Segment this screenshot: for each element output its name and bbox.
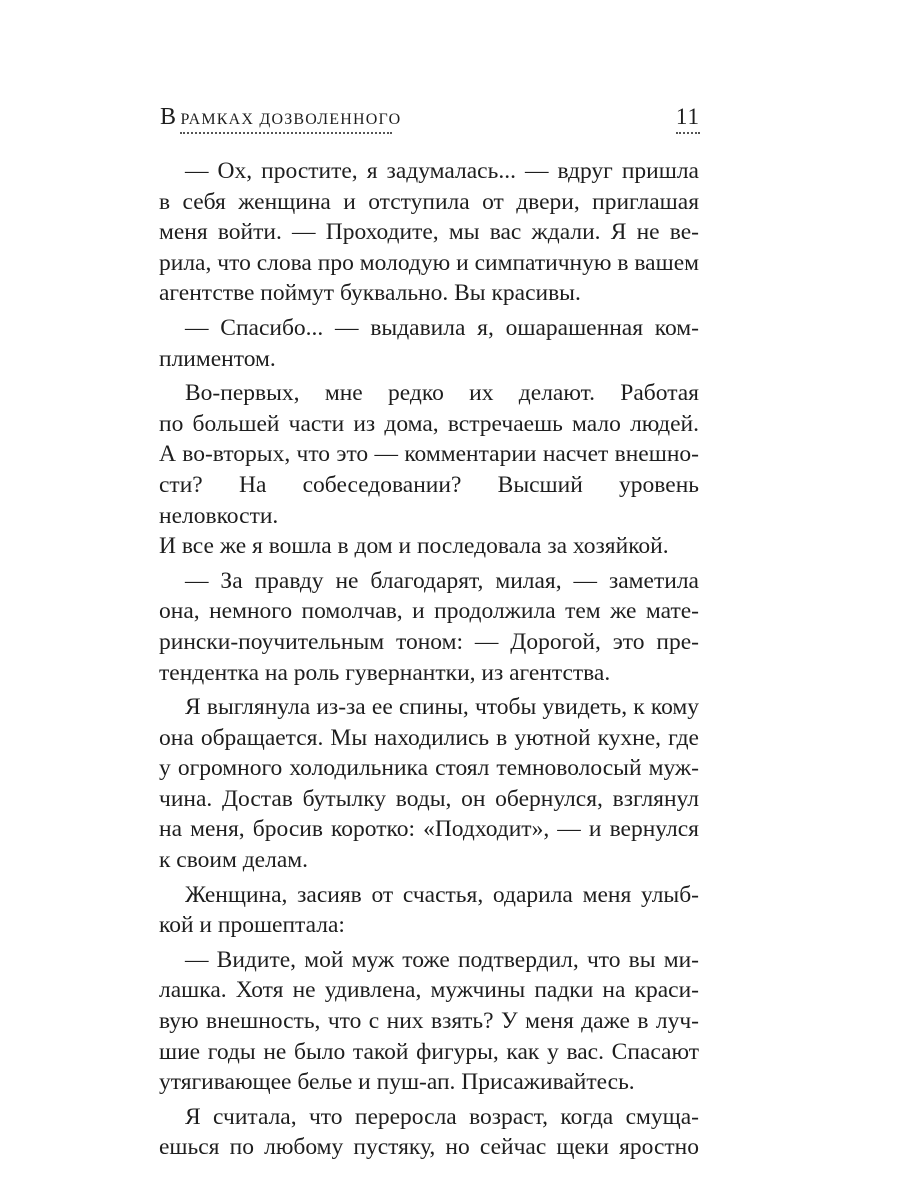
- page-number: 11: [675, 104, 700, 129]
- text-line: А во-вторых, что это — комментарии насчет внешно-: [159, 441, 699, 468]
- text-line: по большей части из дома, встречаешь мало людей.: [159, 410, 699, 437]
- paragraph: [159, 313, 699, 374]
- text-line: Я выглянула из-за ее спины, чтобы увидеть, к кому: [185, 694, 699, 721]
- text-line: тендентка на роль гувернантки, из агентства.: [159, 659, 611, 686]
- text-line: лашка. Хотя не удивлена, мужчины падки на краси-: [159, 977, 699, 1004]
- text-line: — За правду не благодарят, милая, — заметила: [185, 567, 699, 594]
- running-head-initial: В: [160, 104, 177, 130]
- paragraph: [159, 945, 699, 1098]
- text-line: чина. Достав бутылку воды, он обернулся, взглянул: [159, 785, 699, 812]
- text-line: рински-поучительным тоном: — Дорогой, это пре-: [159, 628, 699, 655]
- text-line: — Видите, мой муж тоже подтвердил, что вы ми-: [185, 946, 699, 973]
- text-line: И все же я вошла в дом и последовала за хозяйкой.: [159, 533, 669, 560]
- text-line: Женщина, засияв от счастья, одарила меня улыб-: [185, 881, 699, 908]
- running-head-dotted-rule: [180, 132, 392, 134]
- text-line: плиментом.: [159, 345, 276, 372]
- text-line: — Спасибо... — выдавила я, ошарашенная ком-: [185, 314, 699, 341]
- running-head-title-rest: РАМКАХ ДОЗВОЛЕННОГО: [180, 111, 402, 128]
- text-line: к своим делам.: [159, 847, 309, 874]
- paragraph: [159, 156, 699, 309]
- text-line: — Ох, простите, я задумалась... — вдруг пришла: [185, 158, 699, 184]
- text-line: утягивающее белье и пуш-ап. Присаживайтесь.: [159, 1069, 635, 1096]
- paragraph: [159, 692, 699, 876]
- text-line: у огромного холодильника стоял темноволосый муж-: [159, 755, 699, 782]
- paragraph: [159, 378, 699, 562]
- text-line: Во-первых, мне редко их делают. Работая: [185, 380, 699, 407]
- text-line: на меня, бросив коротко: «Подходит», — и вернулся: [159, 816, 699, 843]
- text-line: шие годы не было такой фигуры, как у вас. Спасают: [159, 1038, 699, 1065]
- text-line: кой и прошептала:: [159, 912, 345, 939]
- body-text: [159, 156, 699, 1163]
- text-line: Я считала, что переросла возраст, когда смуща-: [185, 1103, 699, 1130]
- text-line: она обращается. Мы находились в уютной кухне, где: [159, 724, 699, 751]
- paragraph: [159, 880, 699, 941]
- page-number-dotted-rule: [676, 132, 700, 134]
- text-line: ешься по любому пустяку, но сейчас щеки яростно: [159, 1134, 699, 1161]
- text-line: сти? На собеседовании? Высший уровень неловкости.: [159, 471, 699, 529]
- paragraph: [159, 566, 699, 688]
- text-line: рила, что слова про молодую и симпатичную в вашем: [159, 249, 699, 276]
- text-line: вую внешность, что с них взять? У меня даже в луч-: [159, 1008, 699, 1035]
- text-line: меня войти. — Проходите, мы вас ждали. Я не ве-: [159, 219, 699, 246]
- running-head: [160, 104, 700, 136]
- text-line: она, немного помолчав, и продолжила тем же мате-: [159, 598, 699, 625]
- text-line: в себя женщина и отступила от двери, приглашая: [159, 188, 699, 215]
- paragraph: [159, 1102, 699, 1163]
- running-head-title: [160, 104, 401, 131]
- text-line: агентстве поймут буквально. Вы красивы.: [159, 280, 581, 307]
